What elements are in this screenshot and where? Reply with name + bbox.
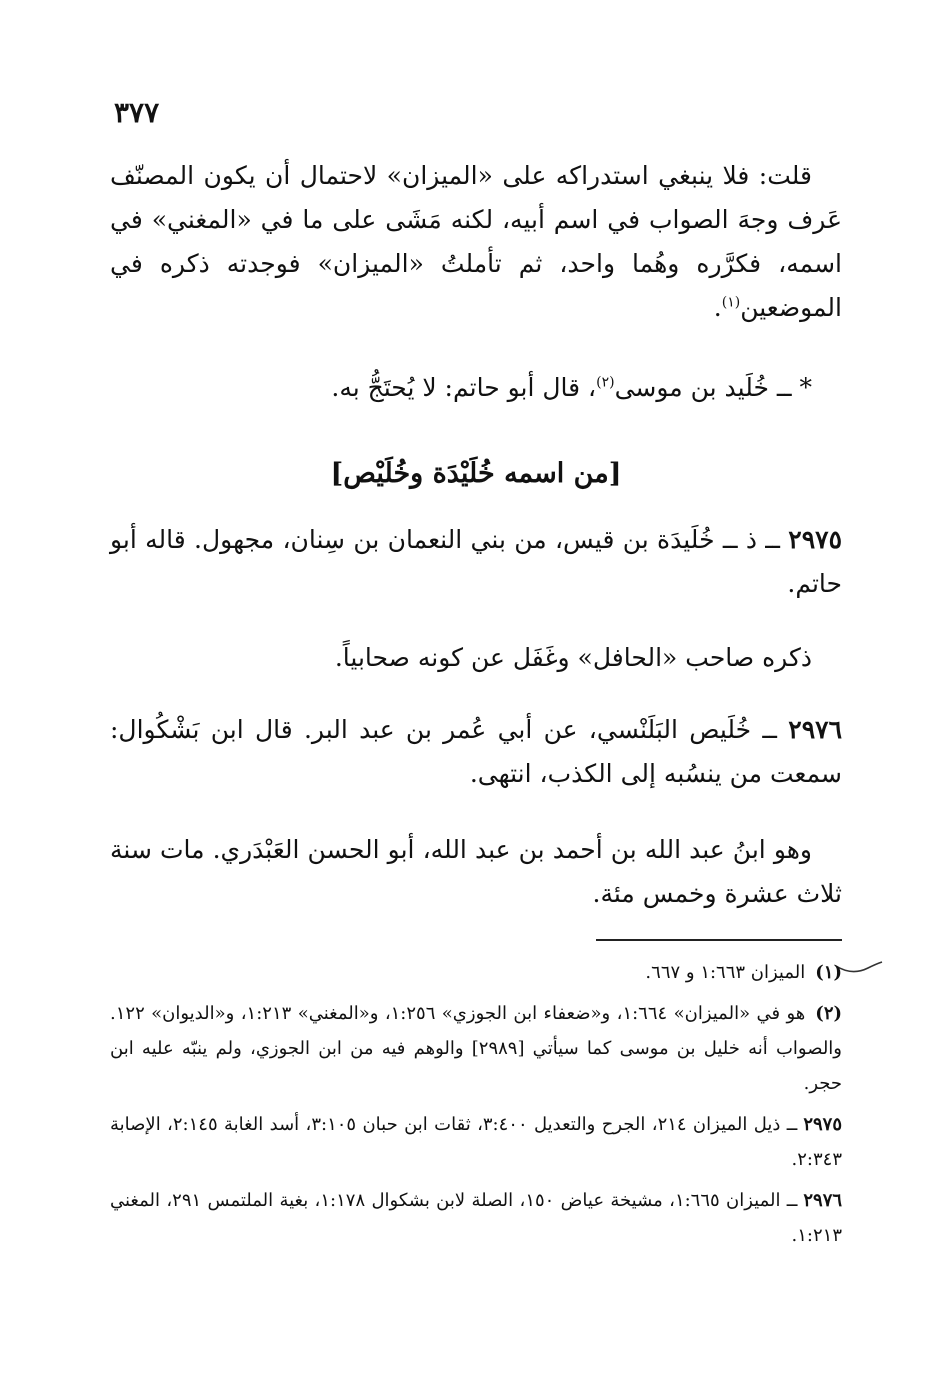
footnotes (110, 955, 842, 1259)
page-number: ٣٧٧ (114, 96, 160, 129)
footnote-text: هو في «الميزان» ١:٦٦٤، و«ضعفاء ابن الجوزي» ١:٢٥٦، و«المغني» ١:٢١٣، و«الديوان» ١٢٢. والصواب أنه خليل بن موسى كما سيأتي [٢٩٨٩] والوهم فيه من ابن الجوزي، ولم ينبّه عليه ابن حجر. (110, 1003, 842, 1094)
entry-2975-note (110, 636, 842, 680)
source-text: ــ الميزان ١:٦٦٥، مشيخة عياض ١٥٠، الصلة لابن بشكوال ١:١٧٨، بغية الملتمس ٢٩١، المغني ١:٢١٣. (110, 1190, 842, 1246)
paragraph-khulayd (110, 366, 842, 410)
footnote-1 (110, 955, 842, 990)
footnote-mark: (٢) (815, 1003, 843, 1024)
paragraph-text: قلت: فلا ينبغي استدراكه على «الميزان» لاحتمال أن يكون المصنّف عَرف وجهَ الصواب في اسم أبيه، لكنه مَشَى على ما في «المغني» في اسمه، فكرَّره وهُما واحد، ثم تأملتُ «الميزان» فوجدته ذكره في الموضعين (110, 161, 842, 322)
paragraph-end: ، قال أبو حاتم: لا يُحتَجُّ به. (331, 373, 597, 402)
source-text: ــ ذيل الميزان ٢١٤، الجرح والتعديل ٣:٤٠٠، ثقات ابن حبان ٣:١٠٥، أسد الغابة ٢:١٤٥، الإصابة ٢:٣٤٣. (110, 1114, 842, 1170)
source-2975 (110, 1107, 842, 1177)
footnote-2 (110, 996, 842, 1101)
paragraph-qultu (110, 154, 842, 330)
section-heading: [من اسمه خُلَيْدَة وخُلَيْص] (330, 458, 622, 489)
footnote-mark: (١) (815, 962, 842, 983)
entry-2976 (110, 708, 842, 796)
source-2976 (110, 1183, 842, 1253)
source-mark: ٢٩٧٦ (803, 1190, 843, 1211)
entry-text: وهو ابنُ عبد الله بن أحمد بن عبد الله، أبو الحسن العَبْدَري. مات سنة ثلاث عشرة وخمس مئة. (110, 835, 842, 908)
footnote-divider (596, 939, 842, 941)
entry-2976-note (110, 828, 842, 916)
entry-number: ٢٩٧٦ (788, 715, 842, 744)
source-mark: ٢٩٧٥ (803, 1114, 843, 1135)
footnote-ref-1: (١) (721, 294, 741, 311)
paragraph-end: . (713, 293, 722, 322)
entry-text: ــ ذ ــ خُلَيدَة بن قيس، من بني النعمان بن سِنان، مجهول. قاله أبو حاتم. (110, 525, 842, 598)
entry-number: ٢٩٧٥ (788, 525, 842, 554)
paragraph-text: * ــ خُلَيد بن موسى (614, 373, 812, 402)
entry-2975 (110, 518, 842, 606)
footnote-text: الميزان ١:٦٦٣ و ٦٦٧. (645, 962, 806, 983)
footnote-ref-2: (٢) (596, 374, 615, 391)
entry-text: ــ خُلَيص البَلَنْسي، عن أبي عُمر بن عبد البر. قال ابن بَشْكُوال: سمعت من ينسُبه إلى الكذب، انتهى. (110, 715, 842, 788)
entry-text: ذكره صاحب «الحافل» وغَفَل عن كونه صحابياً. (334, 643, 812, 672)
